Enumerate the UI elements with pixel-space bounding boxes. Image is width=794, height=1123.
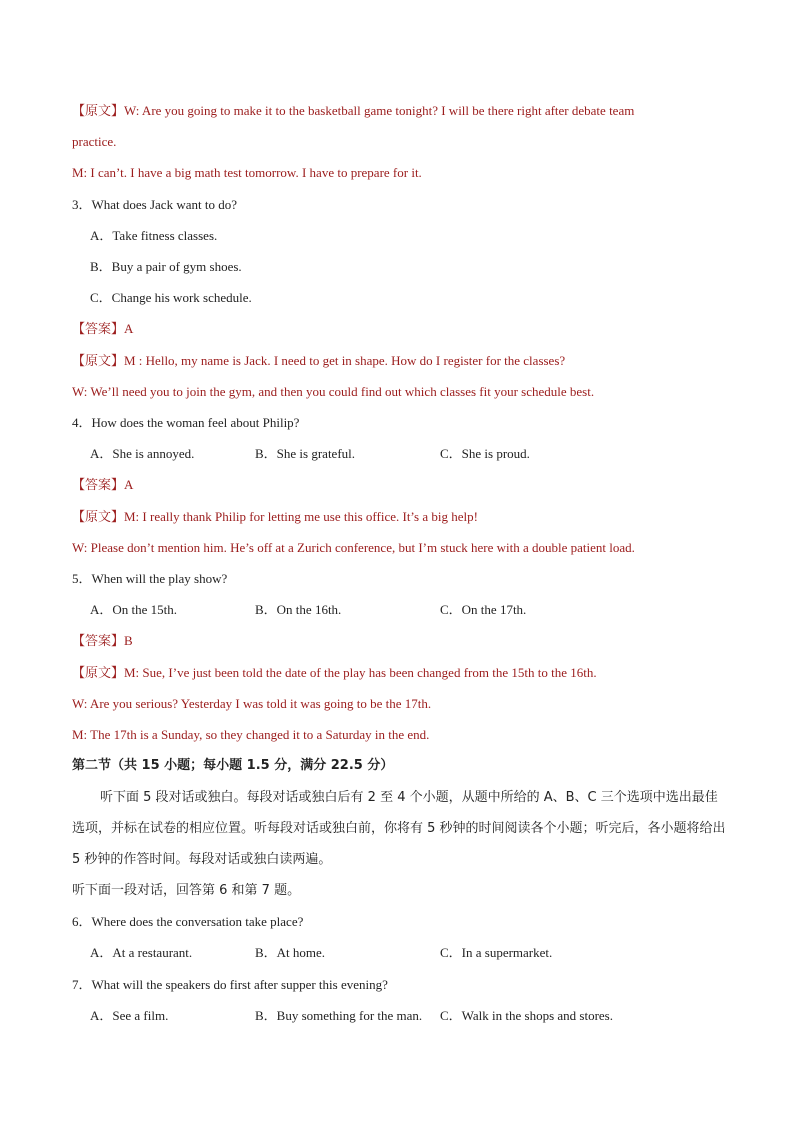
transcript-line: 【原文】M : Hello, my name is Jack. I need to get in shape. How do I register for the classes? [72, 353, 566, 368]
answer-5: 【答案】B [72, 633, 133, 648]
transcript-line: 【原文】M: I really thank Philip for letting me use this office. It’s a big help! [72, 509, 478, 524]
answer-3: 【答案】A [72, 321, 134, 336]
question-5: 5．When will the play show? [72, 571, 228, 586]
transcript-line: M: The 17th is a Sunday, so they changed it to a Saturday in the end. [72, 727, 430, 742]
listen-instruction: 听下面一段对话，回答第 6 和第 7 题。 [72, 883, 301, 898]
question-3: 3．What does Jack want to do? [72, 197, 237, 212]
transcript-line: W: We’ll need you to join the gym, and then you could find out which classes fit your schedule best. [72, 384, 595, 399]
question-7: 7．What will the speakers do first after supper this evening? [72, 977, 388, 992]
option-7c: C．Walk in the shops and stores. [440, 1008, 613, 1023]
option-6b: B．At home. [255, 945, 326, 960]
transcript-line: M: I can’t. I have a big math test tomorrow. I have to prepare for it. [72, 165, 422, 180]
option-7a: A．See a film. [90, 1008, 169, 1023]
transcript-line: W: Are you serious? Yesterday I was told it was going to be the 17th. [72, 696, 432, 711]
answer-4: 【答案】A [72, 477, 134, 492]
transcript-line: 【原文】M: Sue, I’ve just been told the date of the play has been changed from the 15th to the 16th. [72, 665, 597, 680]
transcript-line: W: Please don’t mention him. He’s off at a Zurich conference, but I’m stuck here with a double patient load. [72, 540, 635, 555]
instructions-paragraph: 听下面 5 段对话或独白。每段对话或独白后有 2 至 4 个小题，从题中所给的 A、B、C 三个选项中选出最佳选项，并标在试卷的相应位置。听每段对话或独白前，你将有 5 秒钟的时间阅读各个小题；听完后，各小题将给出 5 秒钟的作答时间。每段对话或独白读两遍。 [72, 790, 726, 867]
option-4b: B．She is grateful. [255, 446, 356, 461]
question-4: 4．How does the woman feel about Philip? [72, 415, 300, 430]
option-5c: C．On the 17th. [440, 602, 527, 617]
option-3a: A．Take fitness classes. [90, 228, 218, 243]
option-4a: A．She is annoyed. [90, 446, 195, 461]
option-7b: B．Buy something for the man. [255, 1008, 423, 1023]
option-4c: C．She is proud. [440, 446, 530, 461]
option-3b: B．Buy a pair of gym shoes. [90, 259, 242, 274]
option-3c: C．Change his work schedule. [90, 290, 252, 305]
option-5b: B．On the 16th. [255, 602, 342, 617]
transcript-line: practice. [72, 134, 117, 149]
transcript-line: 【原文】W: Are you going to make it to the basketball game tonight? I will be there right after debate team [72, 103, 635, 118]
option-5a: A．On the 15th. [90, 602, 178, 617]
option-6c: C．In a supermarket. [440, 945, 553, 960]
question-6: 6．Where does the conversation take place? [72, 914, 304, 929]
section-heading: 第二节（共 15 小题；每小题 1.5 分，满分 22.5 分） [72, 758, 394, 773]
option-6a: A．At a restaurant. [90, 945, 193, 960]
